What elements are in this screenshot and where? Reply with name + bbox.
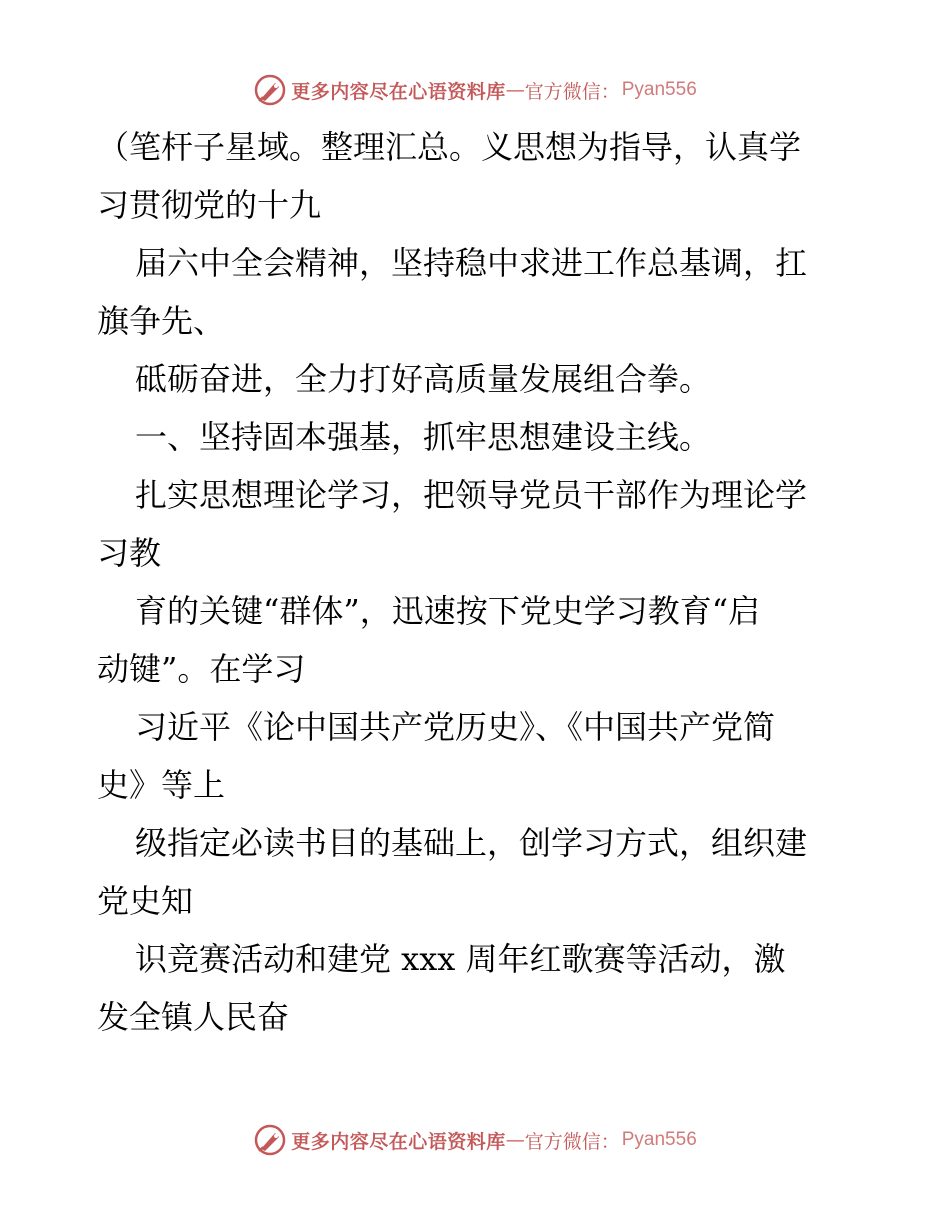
- body-line: 动键”。在学习: [97, 650, 306, 688]
- watermark-dash: —: [505, 79, 525, 101]
- body-line: 习近平《论中国共产党历史》、《中国共产党简: [135, 708, 776, 746]
- body-line: 一、坚持固本强基，抓牢思想建设主线。: [135, 418, 712, 456]
- body-line: 育的关键“群体”，迅速按下党史学习教育“启: [135, 592, 761, 630]
- pen-nib-logo-icon: [253, 1123, 287, 1157]
- watermark-main-text: 更多内容尽在心语资料库: [291, 1130, 506, 1153]
- watermark-footer: [0, 1120, 950, 1160]
- document-body: [97, 118, 857, 1046]
- body-line: 党史知: [97, 882, 194, 920]
- body-line: 识竞赛活动和建党 xxx 周年红歌赛等活动，激: [135, 940, 786, 978]
- body-line: 旗争先、: [97, 302, 226, 340]
- watermark-wechat-id: Pyan556: [621, 1129, 697, 1150]
- body-line: 砥砺奋进，全力打好高质量发展组合拳。: [135, 360, 712, 398]
- watermark-sub-text: 官方微信：: [524, 80, 620, 103]
- body-line: 习教: [97, 534, 162, 572]
- body-line: 发全镇人民奋: [97, 998, 290, 1036]
- watermark-wechat-id: Pyan556: [621, 79, 697, 100]
- pen-nib-logo-icon: [253, 73, 287, 107]
- watermark-dash: —: [505, 1129, 525, 1151]
- body-line: 届六中全会精神，坚持稳中求进工作总基调，扛: [135, 244, 808, 282]
- watermark-header: [0, 70, 950, 110]
- body-line: 级指定必读书目的基础上，创学习方式，组织建: [135, 824, 808, 862]
- body-line: 史》等上: [97, 766, 226, 804]
- watermark-sub-text: 官方微信：: [524, 1130, 620, 1153]
- body-line: （笔杆子星域。整理汇总。义思想为指导，认真学: [97, 128, 802, 166]
- watermark-main-text: 更多内容尽在心语资料库: [291, 80, 506, 103]
- body-line: 习贯彻党的十九: [97, 186, 322, 224]
- body-line: 扎实思想理论学习，把领导党员干部作为理论学: [135, 476, 808, 514]
